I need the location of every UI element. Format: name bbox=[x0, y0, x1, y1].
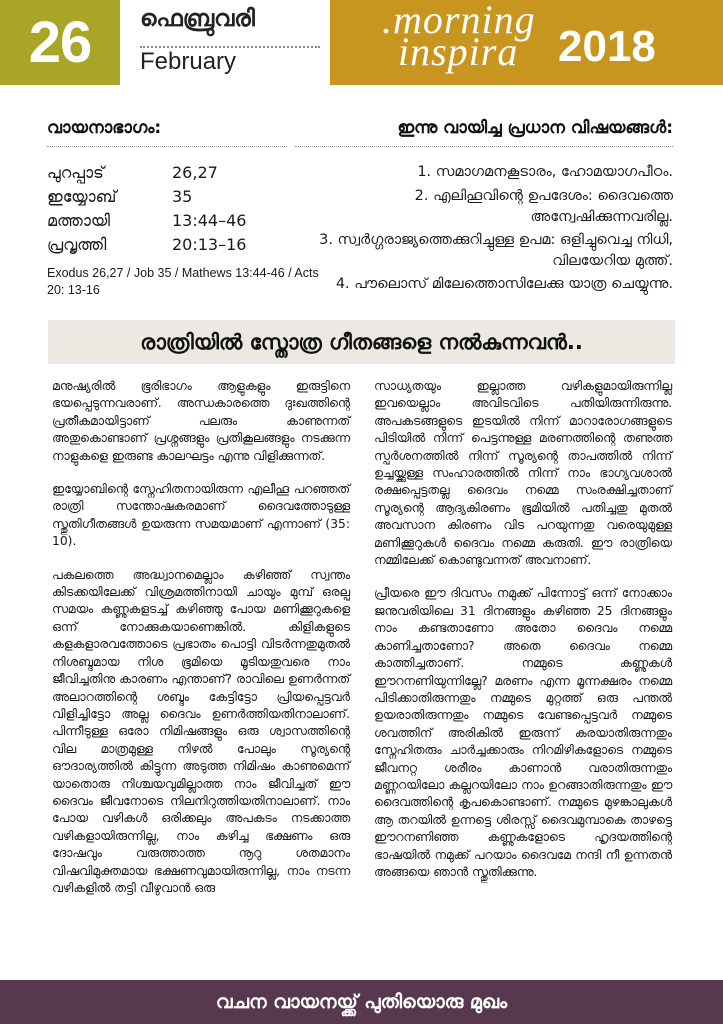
reading-book: മത്തായി bbox=[47, 211, 111, 230]
article-column-right bbox=[374, 378, 672, 897]
date-header bbox=[0, 0, 330, 85]
readings-divider bbox=[47, 146, 287, 147]
article-paragraph: സാധ്യതയും ഇല്ലാത്ത വഴികളുമായിരുന്നില്ല ഇവയെല്ലാം അവിടവിടെ പതിയിരുന്നിരുന്നു. അപകടങ്ങളുടെ ഇടയിൽ നിന്ന് മാറാരോഗങ്ങളുടെ പിടിയിൽ നിന്ന് പെട്ടന്നുള്ള മരണത്തിന്റെ തണുത്ത സ്പർശനത്തിൽ നിന്ന് സൂര്യന്റെ താപത്തിൽ നിന്ന് ഉച്ചയ്ക്കുള്ള സംഹാരത്തിൽ നിന്ന് നാം ഭാഗ്യവശാൽ രക്ഷപ്പെട്ടതല്ല ദൈവം നമ്മെ സംരക്ഷിച്ചതാണ് സൂര്യന്റെ ആദ്യകിരണം ഭൂമിയിൽ പതിച്ചതു മുതൽ അവസാന കിരണം വിട പറയുന്നതു വരെയുമുള്ള മണിക്കൂറുകൾ ദൈവം നമ്മെ കരുതി. ഈ രാത്രിയെ നമ്മിലേക്ക് കൊണ്ടുവന്നത് അവനാണ്. bbox=[374, 379, 672, 568]
reading-item bbox=[47, 187, 192, 211]
topic-item: 2. എലിഹൂവിന്റെ ഉപദേശം: ദൈവത്തെ അന്വേഷിക്കുന്നവരില്ല. bbox=[414, 188, 673, 225]
month-malayalam: ഫെബ്രുവരി bbox=[140, 6, 255, 32]
readings-english: Exodus 26,27 / Job 35 / Mathews 13:44-46 / Acts 20: 13-16 bbox=[47, 266, 319, 297]
readings-title: വായനാഭാഗം: bbox=[47, 118, 162, 138]
article-title: രാത്രിയിൽ സ്തോത്ര ഗീതങ്ങളെ നൽകുന്നവൻ.. bbox=[48, 320, 675, 364]
reading-item bbox=[47, 235, 246, 259]
reading-ref: 20:13–16 bbox=[172, 235, 247, 254]
year: 2018 bbox=[558, 22, 656, 71]
reading-item bbox=[47, 211, 246, 235]
topic-item: 3. സ്വർഗ്ഗരാജ്യത്തെക്കുറിച്ചുള്ള ഉപമ: ഒളിച്ചുവെച്ച നിധി, വിലയേറിയ മുത്ത്. bbox=[319, 232, 673, 269]
reading-ref: 35 bbox=[172, 187, 193, 206]
reading-book: പുറപ്പാട് bbox=[47, 163, 104, 182]
topics-divider bbox=[295, 146, 673, 147]
topic-item: 1. സമാഗമനകൂടാരം, ഹോമയാഗപീഠം. bbox=[417, 164, 673, 180]
reading-ref: 13:44–46 bbox=[172, 211, 247, 230]
brand-line2: inspira bbox=[398, 29, 519, 74]
topic-item: 4. പൗലൊസ് മിലേത്തൊസിലേക്കു യാത്ര ചെയ്യുന്നു. bbox=[335, 276, 673, 292]
article-column-left bbox=[52, 378, 350, 913]
reading-item bbox=[47, 163, 218, 187]
brand-header bbox=[330, 0, 723, 85]
reading-book: പ്രവൃത്തി bbox=[47, 235, 107, 254]
reading-book: ഇയ്യോബ് bbox=[47, 187, 117, 206]
day-number: 26 bbox=[0, 0, 120, 85]
article-paragraph: ഇയ്യോബിന്റെ സ്നേഹിതനായിരുന്ന എലീഹൂ പറഞ്ഞത് രാത്രി സന്തോഷകരമാണ് ദൈവത്തോടുള്ള സ്തുതിഗീതങ്ങൾ ഉയരുന്ന സമയമാണ് എന്നാണ് (35: 10). bbox=[52, 482, 350, 549]
topics-title: ഇന്നു വായിച്ച പ്രധാന വിഷയങ്ങൾ: bbox=[397, 118, 673, 138]
reading-ref: 26,27 bbox=[172, 163, 218, 182]
brand-line1: .morning bbox=[382, 0, 536, 42]
article-paragraph: പകലത്തെ അദ്ധ്വാനമെല്ലാം കഴിഞ്ഞ് സ്വന്തം കിടക്കയിലേക്ക് വിശ്രമത്തിനായി ചായും മുമ്പ് ഒരല്പ സമയം കണ്ണുകളടച്ച് കഴിഞ്ഞു പോയ മണിക്കൂറുകളെ ഒന്ന് നോക്കുകയാണെങ്കിൽ. കിളികളുടെ കളകളാരവത്തോടെ പ്രഭാതം പൊട്ടി വിടർന്നതുമുതൽ നിശബ്ദമായ നിശ ഭൂമിയെ മൂടിയതുവരെ നാം ജീവിച്ചതിനു കാരണം എന്താണ്? രാവിലെ ഉണർന്നത് അലാറത്തിന്റെ ശബ്ദം കേട്ടിട്ടോ പ്രിയപ്പെട്ടവർ വിളിച്ചിട്ടോ അല്ല ദൈവം ഉണർത്തിയതിനാലാണ്. പിന്നീടുള്ള ഒരോ നിമിഷങ്ങളും ഒരു ശ്വാസത്തിന്റെ വില മാത്രമുള്ള നിഴൽ പോലും സൂര്യന്റെ ഔദാര്യത്തിൽ കിട്ടുന്ന അടുത്ത നിമിഷം കാണുമെന്ന് യാതൊരു നിശ്ചയവുമില്ലാത്ത നാം ജീവിച്ചത് ഈ ദൈവം ജീവനോടെ നിലനിറുത്തിയതിനാലാണ്. നാം പോയ വഴികൾ ഒരിക്കലും അപകടം നടക്കാത്ത വഴികളായിരുന്നില്ല, നാം കഴിച്ച ഭക്ഷണം ഒരു ദോഷവും വരുത്താത്ത നൂറു ശതമാനം വിഷവിമുക്തമായ ഭക്ഷണവുമായിരുന്നില്ല, നാം നടന്ന വഴികളിൽ തട്ടി വീഴുവാൻ ഒരു bbox=[52, 567, 350, 895]
article-paragraph: പ്രീയരെ ഈ ദിവസം നമുക്ക് പിന്നോട്ട് ഒന്ന് നോക്കാം ജനുവരിയിലെ 31 ദിനങ്ങളും കഴിഞ്ഞ 25 ദിനങ്ങളും നാം കണ്ടതാണോ അതോ ദൈവം നമ്മെ കാണിച്ചതാണോ? അതെ ദൈവം നമ്മെ കാത്തിച്ചതാണ്. നമ്മുടെ കണ്ണുകൾ ഈറനണിയുന്നില്ലേ? മരണം എന്ന മൂന്നക്ഷരം നമ്മെ പിടിക്കാതിരുന്നതും നമ്മുടെ മുറ്റത്ത് ഒരു പന്തൽ ഉയരാതിരുന്നതും നമ്മുടെ വേണ്ടപ്പെട്ടവർ നമ്മുടെ ശവത്തിന് അരികിൽ ഇരുന്ന് കരയാതിരുന്നതും സ്നേഹിതരും ചാർച്ചക്കാരും നിറമിഴികളോടെ നമ്മുടെ ജീവനറ്റ ശരീരം കാണാൻ വരാതിരുന്നതും മണ്ണറയിലോ കല്ലറയിലോ നാം ഉറങ്ങാതിരുന്നതും ഈ ദൈവത്തിന്റെ കൃപകൊണ്ടാണ്. നമ്മുടെ മുഴങ്കാലുകൾ ആ തറയിൽ ഉന്നട്ടെ ശിരസ്സ് ദൈവമുമ്പാകെ താഴട്ടെ ഈറനണിഞ്ഞ കണ്ണുകളോടെ ഹൃദയത്തിന്റെ ഭാഷയിൽ നമുക്ക് പറയാം ദൈവമേ നന്ദി നീ ഉന്നതൻ അങ്ങയെ ഞാൻ സ്തുതിക്കുന്നു. bbox=[374, 586, 672, 879]
month-english: February bbox=[140, 48, 237, 75]
article-paragraph: മനുഷ്യരിൽ ഭൂരിഭാഗം ആളുകളും ഇരുട്ടിനെ ഭയപ്പെടുന്നവരാണ്. അന്ധകാരത്തെ ദുഃഖത്തിന്റെ പ്രതീകമായിട്ടാണ് പലരും കാണുന്നത് അതുകൊണ്ടാണ് പ്രശ്നങ്ങളും പ്രതികൂലങ്ങളും നടക്കുന്ന നാളുകളെ ഇരുണ്ട കാലഘട്ടം എന്നു വിളിക്കുന്നത്. bbox=[52, 379, 350, 463]
footer-tagline: വചന വായനയ്ക്ക് പുതിയൊരു മുഖം bbox=[0, 980, 723, 1024]
